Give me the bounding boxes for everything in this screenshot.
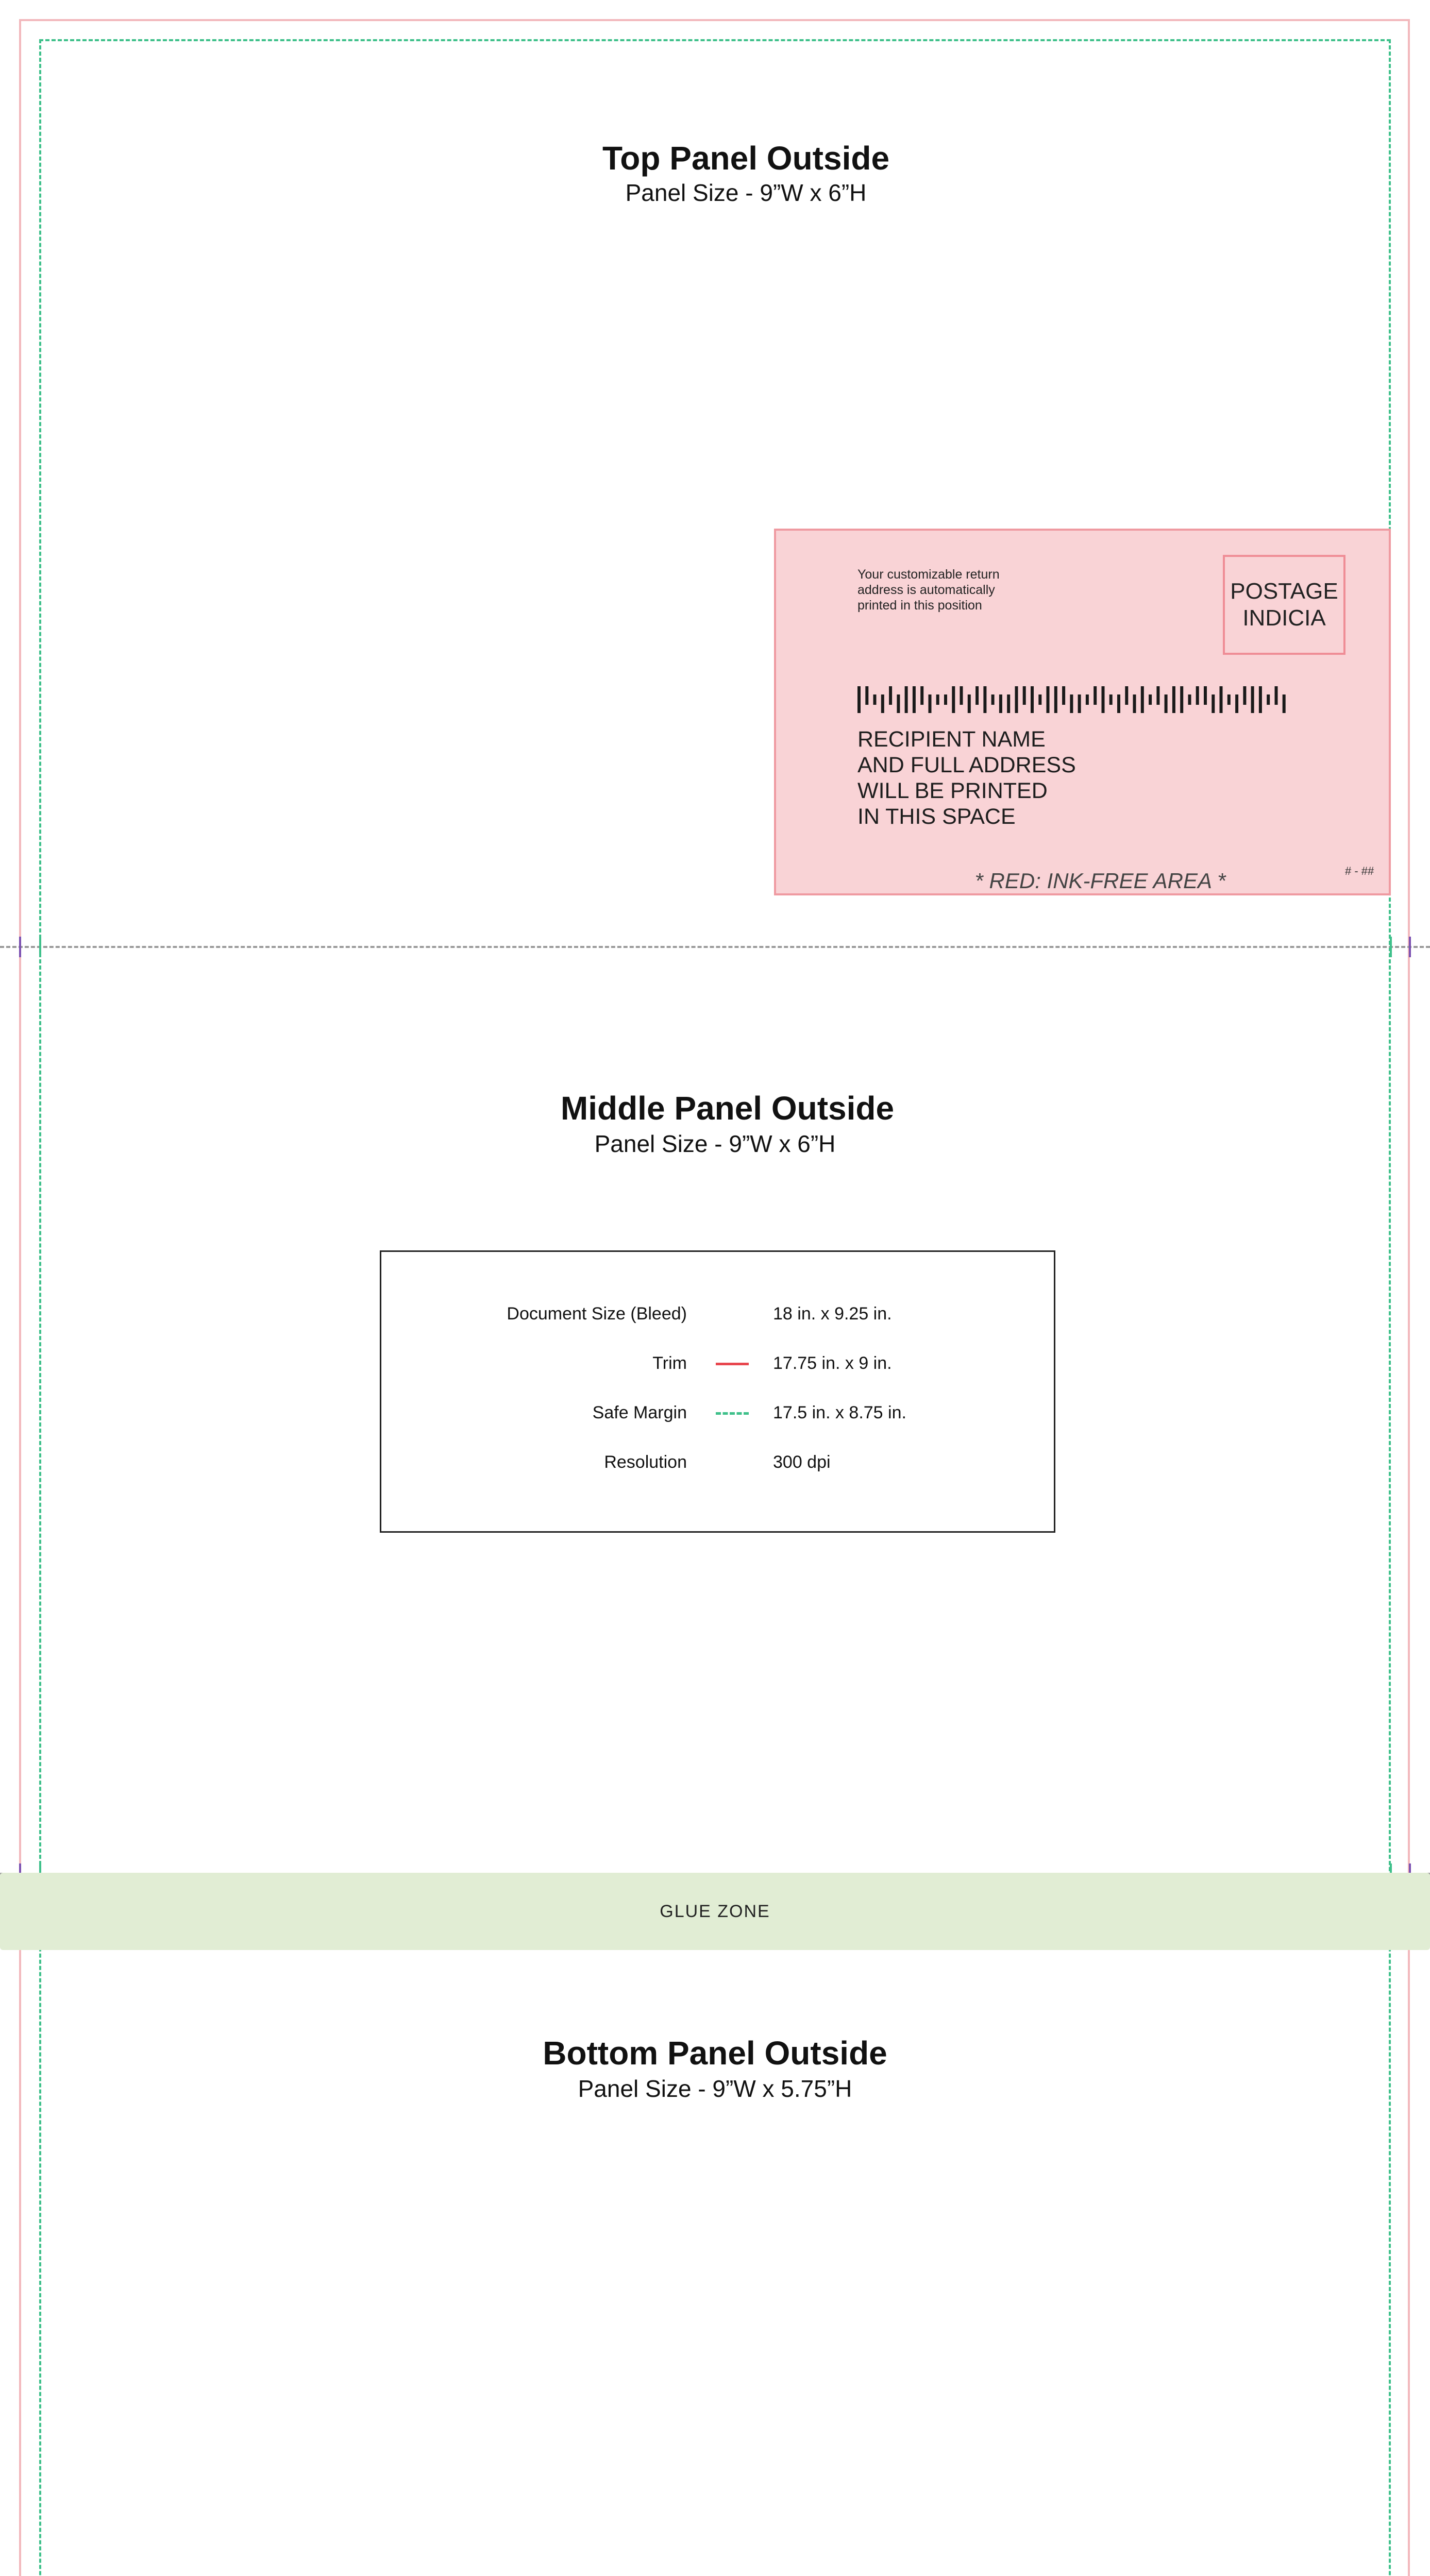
barcode-bar (905, 686, 908, 713)
postage-label: POSTAGE (1230, 579, 1338, 604)
barcode-bar (865, 686, 868, 705)
barcode-bar (936, 694, 939, 705)
spec-value: 300 dpi (773, 1452, 831, 1472)
bottom-panel-title: Bottom Panel Outside (543, 2035, 887, 2072)
barcode-bar (1047, 686, 1050, 713)
barcode-bar (999, 694, 1002, 713)
safe-margin-swatch (716, 1412, 749, 1415)
middle-panel-title: Middle Panel Outside (560, 1090, 895, 1127)
spec-row (381, 1303, 1057, 1324)
glue-zone-label: GLUE ZONE (660, 1901, 770, 1921)
ink-free-label: * RED: INK-FREE AREA * (974, 869, 1226, 893)
recipient-address-block (857, 726, 1218, 829)
spec-value: 17.75 in. x 9 in. (773, 1353, 892, 1373)
return-address-note: Your customizable return address is automatically printed in this position (857, 567, 1000, 613)
barcode-bar (1165, 694, 1168, 713)
barcode-bar (1220, 686, 1223, 713)
spec-label: Document Size (Bleed) (507, 1304, 687, 1324)
barcode-bar (1204, 686, 1207, 705)
fold-mark-left-top (19, 937, 21, 957)
version-code: # - ## (1345, 865, 1374, 877)
recipient-line: AND FULL ADDRESS (857, 753, 1076, 777)
spec-row (381, 1353, 1057, 1374)
barcode-bar (1212, 694, 1215, 713)
spec-value: 18 in. x 9.25 in. (773, 1304, 892, 1324)
recipient-line: WILL BE PRINTED (857, 778, 1048, 803)
fold-mark-left-top-safe (39, 937, 41, 957)
spec-row (381, 1452, 1057, 1472)
barcode-bar (1267, 694, 1270, 705)
barcode-bar (1015, 686, 1018, 713)
barcode-bar (1117, 694, 1120, 713)
glue-zone (0, 1873, 1430, 1950)
barcode-bar (991, 694, 995, 705)
spec-value: 17.5 in. x 8.75 in. (773, 1403, 906, 1422)
postal-barcode (857, 686, 1290, 713)
middle-panel-size: Panel Size - 9”W x 6”H (594, 1130, 836, 1157)
barcode-bar (1180, 686, 1183, 713)
trim-swatch (716, 1363, 749, 1365)
document-specs-box (380, 1250, 1055, 1533)
recipient-line: IN THIS SPACE (857, 804, 1016, 829)
barcode-bar (960, 686, 963, 705)
fold-line-top (0, 946, 1430, 948)
recipient-line: RECIPIENT NAME (857, 727, 1046, 752)
barcode-bar (1086, 694, 1089, 705)
barcode-bar (1259, 686, 1262, 713)
barcode-bar (1172, 686, 1175, 713)
barcode-bar (913, 686, 916, 713)
barcode-bar (983, 686, 986, 713)
barcode-bar (1078, 694, 1081, 713)
barcode-bar (1156, 686, 1159, 705)
barcode-bar (1070, 694, 1073, 713)
barcode-bar (1093, 686, 1097, 705)
barcode-bar (897, 694, 900, 713)
barcode-bar (975, 686, 979, 705)
spec-label: Safe Margin (592, 1403, 687, 1422)
barcode-bar (857, 686, 861, 713)
barcode-bar (881, 694, 884, 713)
barcode-bar (1251, 686, 1254, 713)
spec-row (381, 1402, 1057, 1423)
barcode-bar (1133, 694, 1136, 713)
barcode-bar (1243, 686, 1246, 705)
bottom-panel-size: Panel Size - 9”W x 5.75”H (578, 2075, 852, 2102)
barcode-bar (1102, 686, 1105, 713)
barcode-bar (1275, 686, 1278, 705)
barcode-bar (1031, 686, 1034, 713)
barcode-bar (1054, 686, 1057, 713)
barcode-bar (952, 686, 955, 713)
barcode-bar (1227, 694, 1231, 705)
barcode-bar (920, 686, 923, 705)
barcode-bar (1109, 694, 1113, 705)
fold-mark-right-top-safe (1390, 937, 1392, 957)
barcode-bar (873, 694, 877, 705)
barcode-bar (929, 694, 932, 713)
barcode-bar (1141, 686, 1144, 713)
spec-label: Trim (652, 1353, 687, 1373)
barcode-bar (1038, 694, 1041, 705)
top-panel-size: Panel Size - 9”W x 6”H (625, 179, 867, 206)
top-panel-title: Top Panel Outside (602, 140, 890, 177)
barcode-bar (1283, 694, 1286, 713)
barcode-bar (1023, 686, 1026, 705)
barcode-bar (968, 694, 971, 713)
barcode-bar (1062, 686, 1065, 705)
indicia-label: INDICIA (1242, 605, 1326, 631)
barcode-bar (889, 686, 892, 705)
barcode-bar (1007, 694, 1010, 713)
barcode-bar (1235, 694, 1238, 713)
barcode-bar (1125, 686, 1128, 705)
barcode-bar (1188, 694, 1191, 705)
barcode-bar (1149, 694, 1152, 705)
fold-mark-right-top (1409, 937, 1411, 957)
postage-indicia-box (1223, 555, 1345, 655)
barcode-bar (944, 694, 947, 705)
barcode-bar (1196, 686, 1199, 705)
spec-label: Resolution (604, 1452, 687, 1472)
